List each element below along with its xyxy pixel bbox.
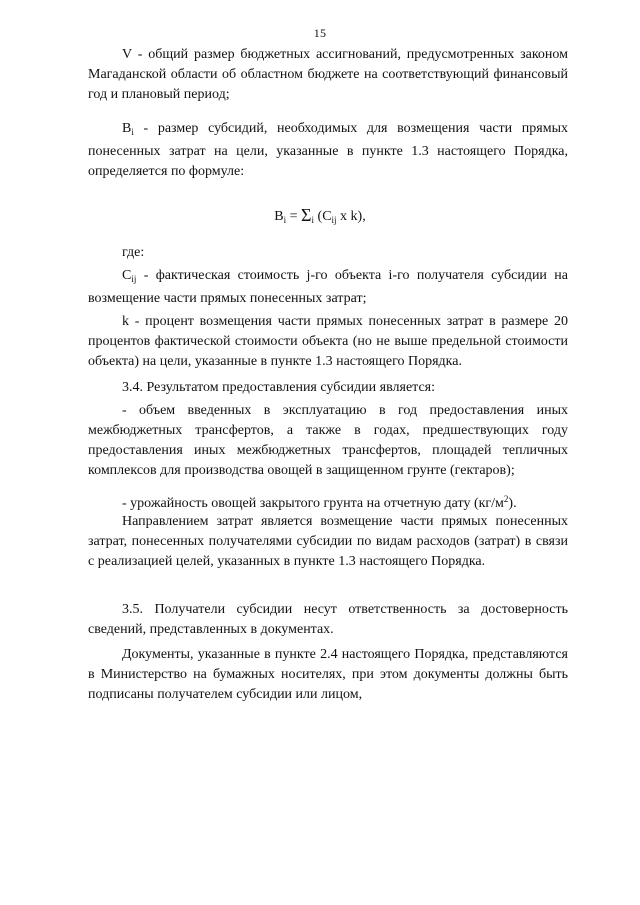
paragraph-result-volume: - объем введенных в эксплуатацию в год предоставления иных межбюджетных трансфертов, а также в годах, предшествующих году предоставления иных межбюджетных трансфертов, площадей тепличных комплексов для производства овощей в защищенном грунте (гектаров); [88, 403, 568, 478]
cij-subscript: ij [131, 274, 137, 284]
paragraph-k-definition: k - процент возмещения части прямых понесенных затрат в размере 20 процентов фактической стоимости объекта (но не выше предельной стоимости объекта) на цели, указанные в пункте 1.3 настоящего Порядка. [88, 314, 568, 369]
formula-c-open: (C [314, 209, 332, 224]
bi-symbol: B [122, 121, 132, 136]
bi-subscript: i [131, 127, 134, 137]
paragraph-result-yield [88, 489, 568, 514]
cij-definition-text: - фактическая стоимость j-го объекта i-го получателя субсидии на возмещение части прямых понесенных затрат; [88, 268, 568, 306]
paragraph-cij-definition [88, 266, 568, 309]
yield-text: - урожайность овощей закрытого грунта на отчетную дату (кг/м [122, 496, 504, 511]
cij-symbol: C [122, 268, 132, 283]
page-number: 15 [313, 26, 327, 40]
paragraph-v-definition: V - общий размер бюджетных ассигнований, предусмотренных законом Магаданской области об областном бюджете на соответствующий финансовый год и плановый период; [88, 47, 568, 102]
formula [0, 205, 640, 230]
paragraph-cost-direction: Направлением затрат является возмещение части прямых понесенных затрат, понесенных получателями субсидии по видам расходов (затрат) в связи с реализацией целей, указанных в пункте 1.3 настоящего Порядка. [88, 514, 568, 569]
formula-equals: = [286, 209, 302, 224]
paragraph-3-5: 3.5. Получатели субсидии несут ответственность за достоверность сведений, представленных в документах. [88, 602, 568, 637]
paragraph-bi-definition [88, 119, 568, 182]
yield-superscript: 2 [503, 494, 509, 504]
yield-end: ). [508, 496, 517, 511]
paragraph-3-4: 3.4. Результатом предоставления субсидии является: [122, 380, 435, 395]
sum-subscript: i [311, 215, 315, 225]
bi-definition-text: - размер субсидий, необходимых для возмещения части прямых понесенных затрат на цели, указанные в пункте 1.3 настоящего Порядка, определяется по формуле: [88, 121, 568, 179]
paragraph-documents: Документы, указанные в пункте 2.4 настоящего Порядка, представляются в Министерство на бумажных носителях, при этом документы должны быть подписаны получателем субсидии или лицом, [88, 647, 568, 702]
formula-lhs: B [274, 209, 284, 224]
paragraph-where: где: [122, 245, 145, 260]
formula-c-subscript: ij [331, 215, 337, 225]
sum-symbol: Σ [301, 205, 312, 225]
formula-rest: x k), [336, 209, 366, 224]
formula-lhs-subscript: i [283, 215, 287, 225]
